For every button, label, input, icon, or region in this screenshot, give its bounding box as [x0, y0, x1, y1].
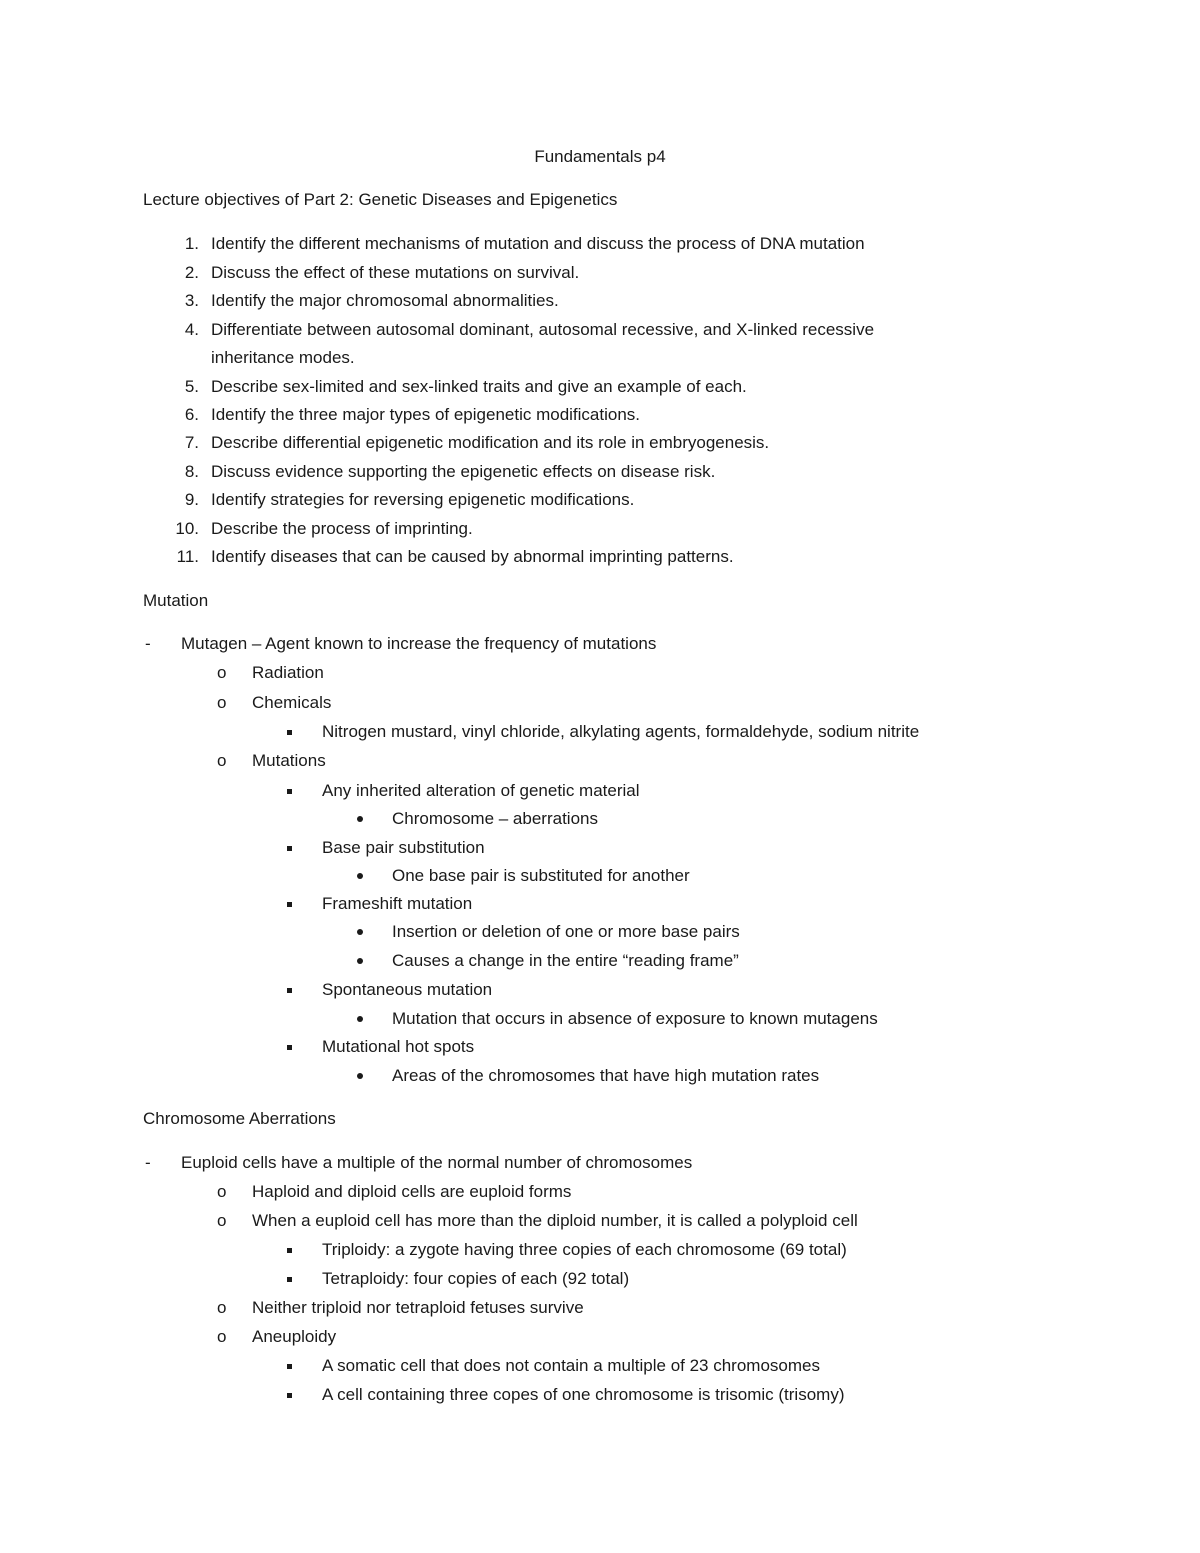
fetus-survival-item: Neither triploid nor tetraploid fetuses survive: [252, 1298, 584, 1317]
circle-bullet: o: [217, 751, 227, 770]
objective-number: 8.: [184, 462, 199, 481]
dot-bullet: [357, 929, 363, 935]
dot-bullet: [357, 1073, 363, 1079]
objective-text: Describe differential epigenetic modification and its role in embryogenesis.: [211, 433, 770, 452]
mutagen-chemicals: Chemicals: [252, 693, 332, 712]
hotspots-description: Areas of the chromosomes that have high mutation rates: [392, 1066, 820, 1085]
objective-number: 4.: [184, 320, 199, 339]
square-bullet: [287, 846, 292, 851]
dash-bullet: -: [145, 1153, 151, 1172]
square-bullet: [287, 988, 292, 993]
frameshift-description-1: Insertion or deletion of one or more base pairs: [392, 922, 740, 941]
objective-number: 5.: [184, 377, 199, 396]
objective-text: Discuss evidence supporting the epigenetic effects on disease risk.: [211, 462, 716, 481]
page-title: Fundamentals p4: [534, 147, 666, 166]
section-heading-chromosome-aberrations: Chromosome Aberrations: [143, 1109, 336, 1128]
square-bullet: [287, 902, 292, 907]
objective-text: Differentiate between autosomal dominant, autosomal recessive, and X-linked recessive: [211, 320, 875, 339]
mutagen-definition: Mutagen – Agent known to increase the frequency of mutations: [181, 634, 657, 653]
objective-text: Discuss the effect of these mutations on survival.: [211, 263, 580, 282]
objective-number: 9.: [184, 490, 199, 509]
dot-bullet: [357, 1016, 363, 1022]
aneuploidy-definition: A somatic cell that does not contain a multiple of 23 chromosomes: [322, 1356, 820, 1375]
square-bullet: [287, 789, 292, 794]
dot-bullet: [357, 816, 363, 822]
mutational-hot-spots: Mutational hot spots: [322, 1037, 475, 1056]
spontaneous-mutation: Spontaneous mutation: [322, 980, 493, 999]
circle-bullet: o: [217, 1327, 227, 1346]
mutations-item: Mutations: [252, 751, 326, 770]
base-pair-description: One base pair is substituted for another: [392, 866, 690, 885]
dash-bullet: -: [145, 634, 151, 653]
chemicals-list: Nitrogen mustard, vinyl chloride, alkylating agents, formaldehyde, sodium nitrite: [322, 722, 920, 741]
haploid-diploid-item: Haploid and diploid cells are euploid forms: [252, 1182, 572, 1201]
square-bullet: [287, 730, 292, 735]
objective-number: 11.: [176, 547, 199, 566]
dot-bullet: [357, 873, 363, 879]
objective-number: 7.: [184, 433, 199, 452]
objective-text: Identify strategies for reversing epigenetic modifications.: [211, 490, 635, 509]
aneuploidy-item: Aneuploidy: [252, 1327, 337, 1346]
square-bullet: [287, 1248, 292, 1253]
objective-number: 2.: [184, 263, 199, 282]
spontaneous-description: Mutation that occurs in absence of exposure to known mutagens: [392, 1009, 878, 1028]
objective-text: Identify diseases that can be caused by abnormal imprinting patterns.: [211, 547, 734, 566]
frameshift-description-2: Causes a change in the entire “reading frame”: [392, 951, 739, 970]
objective-number: 10.: [175, 519, 199, 538]
objective-text: Identify the three major types of epigenetic modifications.: [211, 405, 641, 424]
chromosome-aberrations-item: Chromosome – aberrations: [392, 809, 598, 828]
mutagen-radiation: Radiation: [252, 663, 324, 682]
objective-text: Describe the process of imprinting.: [211, 519, 473, 538]
objective-number: 3.: [184, 291, 199, 310]
dot-bullet: [357, 958, 363, 964]
circle-bullet: o: [217, 693, 227, 712]
objective-text: Identify the major chromosomal abnormalities.: [211, 291, 559, 310]
circle-bullet: o: [217, 1298, 227, 1317]
circle-bullet: o: [217, 1211, 227, 1230]
frameshift-mutation: Frameshift mutation: [322, 894, 473, 913]
circle-bullet: o: [217, 663, 227, 682]
square-bullet: [287, 1393, 292, 1398]
triploidy-item: Triploidy: a zygote having three copies of each chromosome (69 total): [322, 1240, 847, 1259]
objective-number: 6.: [184, 405, 199, 424]
objective-number: 1.: [184, 234, 199, 253]
square-bullet: [287, 1364, 292, 1369]
circle-bullet: o: [217, 1182, 227, 1201]
tetraploidy-item: Tetraploidy: four copies of each (92 total): [322, 1269, 630, 1288]
objectives-heading: Lecture objectives of Part 2: Genetic Diseases and Epigenetics: [143, 190, 618, 209]
square-bullet: [287, 1277, 292, 1282]
objective-text: Identify the different mechanisms of mutation and discuss the process of DNA mutation: [211, 234, 865, 253]
mutation-definition: Any inherited alteration of genetic material: [322, 781, 640, 800]
objective-text: Describe sex-limited and sex-linked traits and give an example of each.: [211, 377, 747, 396]
base-pair-substitution: Base pair substitution: [322, 838, 485, 857]
square-bullet: [287, 1045, 292, 1050]
objective-text-continued: inheritance modes.: [211, 348, 355, 367]
trisomy-definition: A cell containing three copes of one chromosome is trisomic (trisomy): [322, 1385, 845, 1404]
section-heading-mutation: Mutation: [143, 591, 209, 610]
euploid-definition: Euploid cells have a multiple of the normal number of chromosomes: [181, 1153, 693, 1172]
polyploid-item: When a euploid cell has more than the diploid number, it is called a polyploid cell: [252, 1211, 858, 1230]
